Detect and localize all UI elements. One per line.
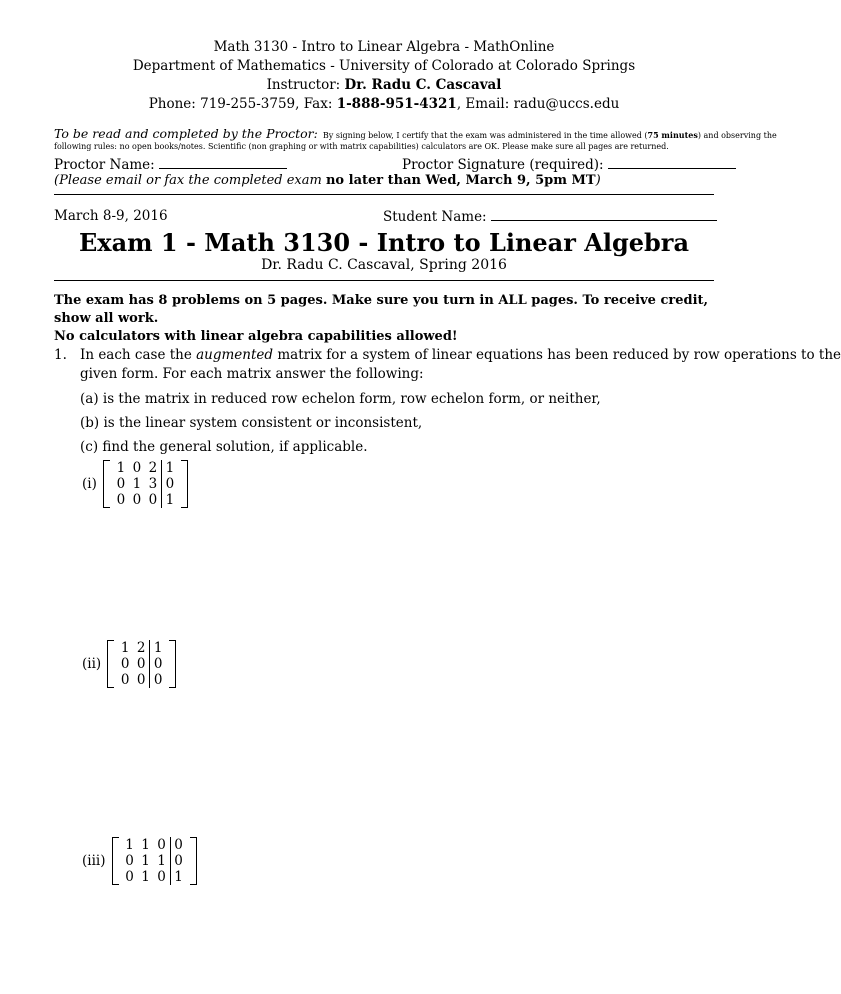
problem-text-a: In each case the <box>80 347 197 363</box>
divider <box>54 194 714 195</box>
student-name-row <box>383 207 717 227</box>
certification-text-2: ) and observing the <box>697 131 777 140</box>
matrix-entry: 0 <box>170 853 187 869</box>
part-a <box>80 390 601 409</box>
deadline-close: ) <box>595 173 601 188</box>
student-name-label: Student Name: <box>383 209 487 225</box>
problem-text-italic: augmented <box>196 347 274 363</box>
matrix-entry: 0 <box>157 869 166 885</box>
problem-1 <box>54 346 841 384</box>
matrix-grid <box>110 460 181 508</box>
matrix-label: (iii) <box>82 853 106 869</box>
exam-date: March 8-9, 2016 <box>54 208 168 224</box>
instructor-label: Instructor: <box>266 77 345 93</box>
matrix-label: (ii) <box>82 656 102 672</box>
matrix-entry: 1 <box>125 837 134 853</box>
matrix-entry: 0 <box>132 492 142 508</box>
matrix-entry: 1 <box>132 476 142 492</box>
course-line: Math 3130 - Intro to Linear Algebra - MathOnline <box>213 39 555 55</box>
part-text: is the linear system consistent or inconsistent, <box>103 415 423 431</box>
matrix-entry: 1 <box>116 460 126 476</box>
email-text: , Email: radu@uccs.edu <box>456 96 620 112</box>
instructions-line2: No calculators with linear algebra capabilities allowed! <box>54 329 458 344</box>
matrix-entry: 0 <box>149 656 166 672</box>
right-bracket <box>190 837 197 885</box>
right-bracket <box>181 460 188 508</box>
matrix-entry: 0 <box>148 492 158 508</box>
matrix-entry: 3 <box>148 476 158 492</box>
fax-number: 1-888-951-4321 <box>336 96 457 112</box>
matrix-entry: 0 <box>136 672 146 688</box>
matrix-ii <box>82 640 176 688</box>
left-bracket <box>107 640 114 688</box>
matrix-iii <box>82 837 197 885</box>
part-text: find the general solution, if applicable. <box>102 439 368 455</box>
proctor-name-label: Proctor Name: <box>54 157 155 173</box>
matrix-entry: 0 <box>132 460 142 476</box>
proctor-lead: To be read and completed by the Proctor: <box>54 126 318 141</box>
matrix-entry: 0 <box>120 672 130 688</box>
problem-text-line2: given form. For each matrix answer the following: <box>80 366 424 382</box>
deadline-italic: (Please email or fax the completed exam <box>54 173 326 188</box>
matrix-entry: 2 <box>148 460 158 476</box>
matrix-i <box>82 460 188 508</box>
matrix-entry: 0 <box>161 476 178 492</box>
part-b <box>80 414 422 433</box>
part-label: (c) <box>80 439 99 455</box>
matrix-entry: 1 <box>141 853 150 869</box>
proctor-name-row <box>54 155 287 175</box>
part-label: (b) <box>80 415 100 431</box>
matrix-grid <box>114 640 169 688</box>
matrix-entry: 0 <box>120 656 130 672</box>
matrix-label: (i) <box>82 476 97 492</box>
deadline-bold: no later than Wed, March 9, 5pm MT <box>325 173 596 188</box>
matrix-entry: 1 <box>161 492 178 508</box>
part-label: (a) <box>80 391 99 407</box>
matrix-entry: 1 <box>141 837 150 853</box>
contact-line <box>0 95 768 114</box>
matrix-entry: 0 <box>125 853 134 869</box>
matrix-entry: 1 <box>157 853 166 869</box>
part-c <box>80 438 368 457</box>
proctor-signature-field[interactable] <box>608 155 736 169</box>
proctor-name-field[interactable] <box>159 155 287 169</box>
problem-number: 1. <box>54 347 67 363</box>
problem-text-line1 <box>80 346 841 365</box>
instructions-line1: The exam has 8 problems on 5 pages. Make sure you turn in ALL pages. To receive credit, show all work. <box>54 293 709 326</box>
matrix-entry: 1 <box>120 640 130 656</box>
divider <box>54 280 714 281</box>
matrix-entry: 2 <box>136 640 146 656</box>
matrix-entry: 1 <box>149 640 166 656</box>
left-bracket <box>112 837 119 885</box>
certification-time: 75 minutes <box>647 130 698 140</box>
part-text: is the matrix in reduced row echelon form, row echelon form, or neither, <box>102 391 601 407</box>
matrix-entry: 0 <box>149 672 166 688</box>
student-name-field[interactable] <box>491 207 717 221</box>
department-line: Department of Mathematics - University of Colorado at Colorado Springs <box>132 58 636 74</box>
proctor-signature-row <box>402 155 736 175</box>
matrix-entry: 0 <box>136 656 146 672</box>
problem-text-b: matrix for a system of linear equations has been reduced by row operations to the <box>273 347 841 363</box>
certification-text-1: By signing below, I certify that the exam was administered in the time allowed ( <box>322 131 648 140</box>
proctor-certification-line1 <box>54 123 777 142</box>
proctor-signature-label: Proctor Signature (required): <box>402 157 604 173</box>
matrix-entry: 0 <box>157 837 166 853</box>
exam-title: Exam 1 - Math 3130 - Intro to Linear Algebra <box>79 228 689 257</box>
matrix-entry: 0 <box>116 492 126 508</box>
matrix-entry: 1 <box>141 869 150 885</box>
exam-subtitle: Dr. Radu C. Cascaval, Spring 2016 <box>261 257 507 273</box>
matrix-entry: 0 <box>116 476 126 492</box>
phone-text: Phone: 719-255-3759, Fax: <box>148 96 337 112</box>
matrix-grid <box>119 837 190 885</box>
matrix-entry: 1 <box>170 869 187 885</box>
matrix-entry: 1 <box>161 460 178 476</box>
instructions <box>54 292 714 346</box>
certification-line2: following rules: no open books/notes. Scientific (non graphing or with matrix capabilities) calculators are OK. Please make sure all pages are returned. <box>54 142 669 151</box>
matrix-entry: 0 <box>170 837 187 853</box>
matrix-entry: 0 <box>125 869 134 885</box>
instructor-name: Dr. Radu C. Cascaval <box>344 77 502 93</box>
instructor-line <box>0 76 768 95</box>
right-bracket <box>169 640 176 688</box>
left-bracket <box>103 460 110 508</box>
deadline-line <box>54 173 601 188</box>
